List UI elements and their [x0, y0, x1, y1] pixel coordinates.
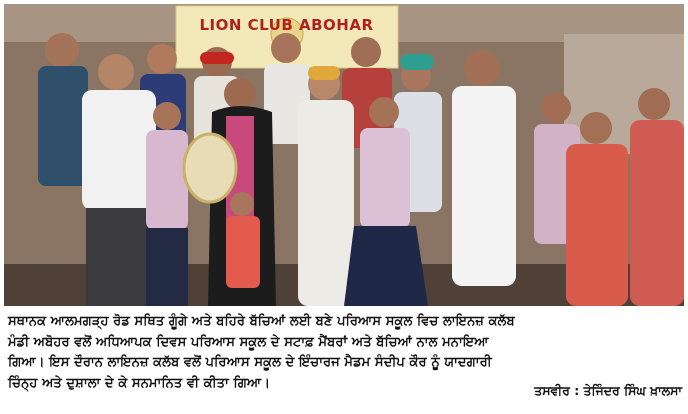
group-photo-illustration [4, 4, 684, 306]
photo-caption [8, 312, 680, 394]
caption-line: ਗਿਆ। ਇਸ ਦੌਰਾਨ ਲਾਇਨਜ਼ ਕਲੱਬ ਵਲੋਂ ਪਰਿਆਸ ਸਕੂਲ ਦੇ ਇੰਚਾਰਜ ਮੈਡਮ ਸੰਦੀਪ ਕੌਰ ਨੂੰ ਯਾਦਗਾਰੀ [8, 355, 492, 370]
group-photo [4, 4, 684, 306]
caption-line: ਮੰਡੀ ਅਬੋਹਰ ਵਲੋਂ ਅਧਿਆਪਕ ਦਿਵਸ ਪਰਿਆਸ ਸਕੂਲ ਦੇ ਸਟਾਫ਼ ਮੈਂਬਰਾਂ ਅਤੇ ਬੱਚਿਆਂ ਨਾਲ ਮਨਾਇਆ [8, 334, 489, 350]
photo-credit: ਤਸਵੀਰ : ਤੇਜਿੰਦਰ ਸਿੰਘ ਖ਼ਾਲਸਾ [534, 383, 682, 398]
caption-line: ਚਿੰਨ੍ਹ ਅਤੇ ਦੁਸ਼ਾਲਾ ਦੇ ਕੇ ਸਨਮਾਨਿਤ ਵੀ ਕੀਤਾ ਗਿਆ। [8, 375, 271, 391]
banner-text: LION CLUB ABOHAR [199, 16, 374, 34]
caption-line: ਸਥਾਨਕ ਆਲਮਗੜ੍ਹ ਰੋਡ ਸਥਿਤ ਗੂੰਗੇ ਅਤੇ ਬਹਿਰੇ ਬੱਚਿਆਂ ਲਈ ਬਣੇ ਪਰਿਆਸ ਸਕੂਲ ਵਿਚ ਲਾਇਨਜ਼ ਕਲੱਬ [8, 314, 515, 329]
